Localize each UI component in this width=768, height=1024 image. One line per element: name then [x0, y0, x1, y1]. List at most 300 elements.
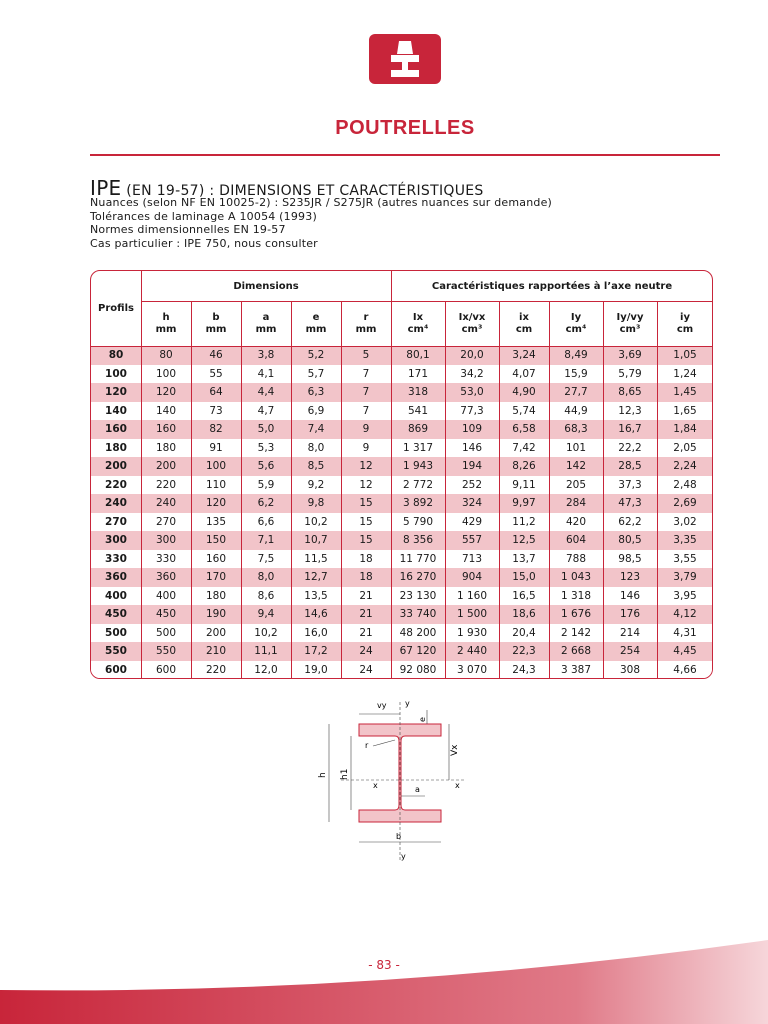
table-cell: 194	[461, 460, 483, 472]
header-caracteristiques: Caractéristiques rapportées à l’axe neutre	[431, 280, 673, 292]
table-cell: 180	[205, 589, 227, 602]
profile-cell: 240	[105, 497, 127, 509]
column-name: Ix	[412, 311, 424, 323]
grid-line	[445, 301, 446, 679]
table-cell: 77,3	[460, 404, 484, 417]
table-cell: 324	[461, 497, 483, 509]
table-cell: 2 668	[560, 645, 592, 657]
beam-logo-icon	[369, 34, 441, 84]
grid-line	[191, 301, 192, 679]
column-name: iy	[680, 311, 690, 323]
table-cell: 300	[155, 534, 177, 546]
table-cell: 200	[205, 626, 227, 639]
grid-line	[241, 301, 242, 679]
profile-cell: 120	[105, 386, 127, 398]
column-unit: cm³	[619, 323, 641, 335]
table-cell: 17,2	[304, 645, 328, 657]
table-cell: 22,2	[618, 441, 642, 454]
table-cell: 23 130	[399, 589, 437, 602]
table-cell: 2 440	[456, 645, 488, 657]
table-cell: 180	[155, 441, 177, 454]
column-name: e	[312, 311, 320, 323]
table-cell: 4,12	[673, 608, 697, 620]
label-b: b	[396, 832, 402, 841]
column-unit: mm	[205, 323, 227, 335]
table-cell: 4,7	[257, 404, 275, 417]
label-vx: Vx	[450, 744, 460, 756]
table-cell: 8,0	[257, 571, 275, 583]
table-cell: 142	[565, 460, 587, 472]
table-cell: 11,5	[304, 552, 328, 565]
column-unit: cm³	[461, 323, 483, 335]
table-cell: 6,58	[512, 423, 536, 435]
table-row	[91, 476, 713, 495]
table-cell: 109	[461, 423, 483, 435]
table-cell: 16,7	[618, 423, 642, 435]
table-cell: 73	[209, 404, 223, 417]
table-row	[91, 531, 713, 550]
table-row	[91, 587, 713, 606]
table-cell: 6,2	[257, 497, 275, 509]
table-cell: 9,2	[307, 478, 325, 491]
table-cell: 9	[362, 441, 370, 454]
table-cell: 1 160	[456, 589, 488, 602]
column-name: r	[363, 311, 369, 323]
table-cell: 110	[205, 478, 227, 491]
grid-line	[141, 271, 142, 679]
grid-line	[657, 301, 658, 679]
table-cell: 3 070	[456, 663, 488, 676]
table-cell: 7,1	[257, 534, 275, 546]
table-cell: 21	[359, 626, 373, 639]
table-row	[91, 383, 713, 402]
table-cell: 1 500	[456, 608, 488, 620]
table-cell: 1,45	[673, 386, 697, 398]
label-a: a	[415, 785, 420, 794]
table-cell: 67 120	[399, 645, 437, 657]
profile-cell: 180	[105, 441, 127, 454]
column-header	[191, 301, 241, 346]
table-cell: 190	[205, 608, 227, 620]
table-cell: 28,5	[618, 460, 642, 472]
profile-cell: 550	[105, 645, 127, 657]
table-cell: 24	[359, 645, 373, 657]
table-cell: 47,3	[618, 497, 642, 509]
table-cell: 34,2	[460, 367, 484, 380]
table-cell: 604	[565, 534, 587, 546]
table-cell: 9,4	[257, 608, 275, 620]
table-cell: 3,79	[673, 571, 697, 583]
table-cell: 37,3	[618, 478, 642, 491]
table-cell: 120	[155, 386, 177, 398]
header-profils: Profils	[98, 303, 134, 314]
profile-cell: 220	[105, 478, 127, 491]
table-cell: 135	[205, 515, 227, 528]
table-row	[91, 346, 713, 365]
label-x-right: x	[455, 781, 460, 790]
table-cell: 20,4	[512, 626, 536, 639]
profile-cell: 100	[105, 367, 127, 380]
table-cell: 9,8	[307, 497, 325, 509]
table-cell: 788	[565, 552, 587, 565]
table-cell: 15	[359, 515, 373, 528]
table-row	[91, 420, 713, 439]
profile-cell: 200	[105, 460, 127, 472]
table-cell: 429	[461, 515, 483, 528]
table-cell: 18	[359, 552, 373, 565]
column-header	[291, 301, 341, 346]
table-cell: 80	[159, 349, 173, 361]
table-cell: 62,2	[618, 515, 642, 528]
table-cell: 550	[155, 645, 177, 657]
table-cell: 3,24	[512, 349, 536, 361]
table-cell: 9,97	[512, 497, 536, 509]
column-unit: mm	[255, 323, 277, 335]
table-cell: 11 770	[399, 552, 437, 565]
table-cell: 240	[155, 497, 177, 509]
table-cell: 1,05	[673, 349, 697, 361]
table-cell: 21	[359, 589, 373, 602]
table-cell: 205	[565, 478, 587, 491]
table-cell: 5,0	[257, 423, 275, 435]
table-cell: 3,95	[673, 589, 697, 602]
table-cell: 1 943	[402, 460, 434, 472]
column-unit: mm	[355, 323, 377, 335]
label-y-bottom: y	[401, 852, 406, 861]
table-cell: 18	[359, 571, 373, 583]
table-cell: 308	[619, 663, 641, 676]
column-header	[341, 301, 391, 346]
table-cell: 146	[619, 589, 641, 602]
table-cell: 12,7	[304, 571, 328, 583]
table-cell: 5 790	[402, 515, 434, 528]
heading-ipe: IPE	[90, 176, 122, 200]
table-cell: 48 200	[399, 626, 437, 639]
table-cell: 176	[619, 608, 641, 620]
table-cell: 16 270	[399, 571, 437, 583]
grid-line	[291, 301, 292, 679]
table-cell: 2 142	[560, 626, 592, 639]
table-cell: 55	[209, 367, 223, 380]
table-row	[91, 642, 713, 661]
profile-cell: 500	[105, 626, 127, 639]
column-name: ix	[519, 311, 529, 323]
table-cell: 12	[359, 460, 373, 472]
table-cell: 24,3	[512, 663, 536, 676]
table-cell: 270	[155, 515, 177, 528]
table-cell: 123	[619, 571, 641, 583]
column-header	[499, 301, 549, 346]
grid-line	[341, 301, 342, 679]
profile-cell: 300	[105, 534, 127, 546]
table-cell: 1,84	[673, 423, 697, 435]
grid-line	[603, 301, 604, 679]
table-cell: 8,26	[512, 460, 536, 472]
table-cell: 360	[155, 571, 177, 583]
table-cell: 220	[205, 663, 227, 676]
table-cell: 254	[619, 645, 641, 657]
table-row	[91, 624, 713, 643]
table-cell: 80,1	[406, 349, 430, 361]
table-cell: 600	[155, 663, 177, 676]
table-cell: 12,0	[254, 663, 278, 676]
table-cell: 3,55	[673, 552, 697, 565]
profile-cell: 360	[105, 571, 127, 583]
column-unit: cm⁴	[407, 323, 429, 335]
info-line: Normes dimensionnelles EN 19-57	[90, 223, 286, 236]
table-row	[91, 365, 713, 384]
table-cell: 1,65	[673, 404, 697, 417]
table-row	[91, 550, 713, 569]
table-cell: 1,24	[673, 367, 697, 380]
table-cell: 450	[155, 608, 177, 620]
table-cell: 252	[461, 478, 483, 491]
table-cell: 869	[407, 423, 429, 435]
table-cell: 68,3	[564, 423, 588, 435]
table-cell: 330	[155, 552, 177, 565]
table-cell: 6,9	[307, 404, 325, 417]
table-cell: 557	[461, 534, 483, 546]
table-cell: 5	[362, 349, 370, 361]
table-cell: 4,1	[257, 367, 275, 380]
table-cell: 3,35	[673, 534, 697, 546]
ipe-table	[90, 270, 713, 679]
table-cell: 15	[359, 534, 373, 546]
grid-line	[391, 271, 392, 679]
table-cell: 12,3	[618, 404, 642, 417]
table-cell: 10,7	[304, 534, 328, 546]
table-cell: 15,9	[564, 367, 588, 380]
table-cell: 1 318	[560, 589, 592, 602]
title-rule	[90, 154, 720, 156]
column-name: h	[162, 311, 170, 323]
label-x-left: x	[373, 781, 378, 790]
table-cell: 22,3	[512, 645, 536, 657]
table-cell: 10,2	[304, 515, 328, 528]
table-cell: 11,2	[512, 515, 536, 528]
table-row	[91, 568, 713, 587]
table-cell: 4,4	[257, 386, 275, 398]
table-cell: 160	[155, 423, 177, 435]
table-cell: 8,6	[257, 589, 275, 602]
column-header	[549, 301, 603, 346]
label-e: e	[418, 717, 427, 722]
table-cell: 500	[155, 626, 177, 639]
table-cell: 2,48	[673, 478, 697, 491]
column-unit: mm	[155, 323, 177, 335]
table-cell: 400	[155, 589, 177, 602]
table-cell: 64	[209, 386, 223, 398]
table-row	[91, 513, 713, 532]
table-cell: 150	[205, 534, 227, 546]
table-cell: 19,0	[304, 663, 328, 676]
table-cell: 7,5	[257, 552, 275, 565]
table-cell: 2,05	[673, 441, 697, 454]
table-cell: 11,1	[254, 645, 278, 657]
table-cell: 2,69	[673, 497, 697, 509]
table-cell: 101	[565, 441, 587, 454]
table-row	[91, 402, 713, 421]
table-cell: 91	[209, 441, 223, 454]
grid-line	[499, 301, 500, 679]
table-cell: 3 387	[560, 663, 592, 676]
column-unit: cm⁴	[565, 323, 587, 335]
label-y-top: y	[405, 699, 410, 708]
column-name: Iy	[570, 311, 582, 323]
table-cell: 12,5	[512, 534, 536, 546]
table-cell: 4,45	[673, 645, 697, 657]
table-cell: 220	[155, 478, 177, 491]
table-cell: 420	[565, 515, 587, 528]
label-r: r	[365, 741, 369, 750]
table-cell: 8,0	[307, 441, 325, 454]
column-unit: mm	[305, 323, 327, 335]
table-cell: 5,79	[618, 367, 642, 380]
table-cell: 171	[407, 367, 429, 380]
heading-rest: (EN 19-57) : DIMENSIONS ET CARACTÉRISTIQUES	[126, 183, 484, 199]
table-cell: 8,49	[564, 349, 588, 361]
table-cell: 6,3	[307, 386, 325, 398]
table-cell: 13,5	[304, 589, 328, 602]
column-header	[391, 301, 445, 346]
table-cell: 98,5	[618, 552, 642, 565]
profile-cell: 400	[105, 589, 127, 602]
table-cell: 46	[209, 349, 223, 361]
table-cell: 3,02	[673, 515, 697, 528]
table-cell: 5,7	[307, 367, 325, 380]
page-title: POUTRELLES	[335, 117, 475, 139]
profile-cell: 140	[105, 404, 127, 417]
table-cell: 5,6	[257, 460, 275, 472]
table-cell: 82	[209, 423, 223, 435]
table-cell: 8,65	[618, 386, 642, 398]
table-cell: 5,9	[257, 478, 275, 491]
label-h: h	[318, 772, 328, 778]
table-cell: 33 740	[399, 608, 437, 620]
label-h1: h1	[340, 768, 350, 780]
table-cell: 20,0	[460, 349, 484, 361]
table-cell: 15,0	[512, 571, 536, 583]
grid-line	[549, 301, 550, 679]
table-cell: 44,9	[564, 404, 588, 417]
table-cell: 16,0	[304, 626, 328, 639]
table-cell: 16,5	[512, 589, 536, 602]
table-cell: 120	[205, 497, 227, 509]
column-unit: cm	[676, 323, 694, 335]
column-header	[241, 301, 291, 346]
table-cell: 4,31	[673, 626, 697, 639]
column-header	[141, 301, 191, 346]
table-cell: 53,0	[460, 386, 484, 398]
table-cell: 170	[205, 571, 227, 583]
profile-cell: 270	[105, 515, 127, 528]
table-cell: 4,90	[512, 386, 536, 398]
header-dimensions: Dimensions	[233, 280, 299, 292]
column-name: a	[262, 311, 270, 323]
table-cell: 318	[407, 386, 429, 398]
table-cell: 200	[155, 460, 177, 472]
info-line: Tolérances de laminage A 10054 (1993)	[90, 209, 317, 223]
table-cell: 7	[362, 404, 370, 417]
profile-cell: 450	[105, 608, 127, 620]
table-cell: 15	[359, 497, 373, 509]
table-cell: 12	[359, 478, 373, 491]
table-cell: 7	[362, 386, 370, 398]
profile-cell: 330	[105, 552, 127, 565]
column-name: Ix/vx	[458, 311, 486, 323]
column-unit: cm	[515, 323, 533, 335]
table-cell: 1 930	[456, 626, 488, 639]
logo	[369, 34, 441, 84]
table-cell: 8,5	[307, 460, 325, 472]
column-header	[657, 301, 713, 346]
table-row	[91, 605, 713, 624]
table-cell: 4,07	[512, 367, 536, 380]
table-cell: 5,74	[512, 404, 536, 417]
footer-swoosh	[0, 940, 768, 1024]
ipe-section-diagram	[315, 694, 485, 864]
profile-cell: 80	[108, 349, 124, 361]
table-row	[91, 661, 713, 680]
table-cell: 5,3	[257, 441, 275, 454]
table-cell: 18,6	[512, 608, 536, 620]
table-cell: 92 080	[399, 663, 437, 676]
table-cell: 284	[565, 497, 587, 509]
table-cell: 9,11	[512, 478, 536, 491]
table-cell: 1 676	[560, 608, 592, 620]
table-cell: 541	[407, 404, 429, 417]
table-cell: 5,2	[307, 349, 325, 361]
profile-cell: 160	[105, 423, 127, 435]
info-line: Nuances (selon NF EN 10025-2) : S235JR / S275JR (autres nuances sur demande)	[90, 196, 553, 209]
table-cell: 214	[619, 626, 641, 639]
table-cell: 713	[461, 552, 483, 565]
table-cell: 80,5	[618, 534, 642, 546]
table-cell: 210	[205, 645, 227, 657]
table-row	[91, 494, 713, 513]
table-cell: 7,4	[307, 423, 325, 435]
table-cell: 13,7	[512, 552, 536, 565]
profile-cell: 600	[105, 663, 127, 676]
column-header	[603, 301, 657, 346]
table-cell: 3,8	[257, 349, 275, 361]
table-cell: 27,7	[564, 386, 588, 398]
table-cell: 100	[205, 460, 227, 472]
table-cell: 2,24	[673, 460, 697, 472]
table-cell: 140	[155, 404, 177, 417]
column-header	[445, 301, 499, 346]
table-cell: 3,69	[618, 349, 642, 361]
table-cell: 7	[362, 367, 370, 380]
table-cell: 24	[359, 663, 373, 676]
table-row	[91, 457, 713, 476]
table-cell: 3 892	[402, 497, 434, 509]
label-vy: vy	[377, 701, 387, 710]
table-row	[91, 439, 713, 458]
table-cell: 4,66	[673, 663, 697, 676]
table-cell: 1 317	[402, 441, 434, 454]
grid-line	[141, 301, 713, 302]
table-cell: 6,6	[257, 515, 275, 528]
info-line: Cas particulier : IPE 750, nous consulter	[90, 236, 318, 250]
table-cell: 100	[155, 367, 177, 380]
table-cell: 10,2	[254, 626, 278, 639]
table-cell: 160	[205, 552, 227, 565]
table-cell: 1 043	[560, 571, 592, 583]
table-cell: 7,42	[512, 441, 536, 454]
grid-line	[91, 346, 713, 347]
table-cell: 21	[359, 608, 373, 620]
